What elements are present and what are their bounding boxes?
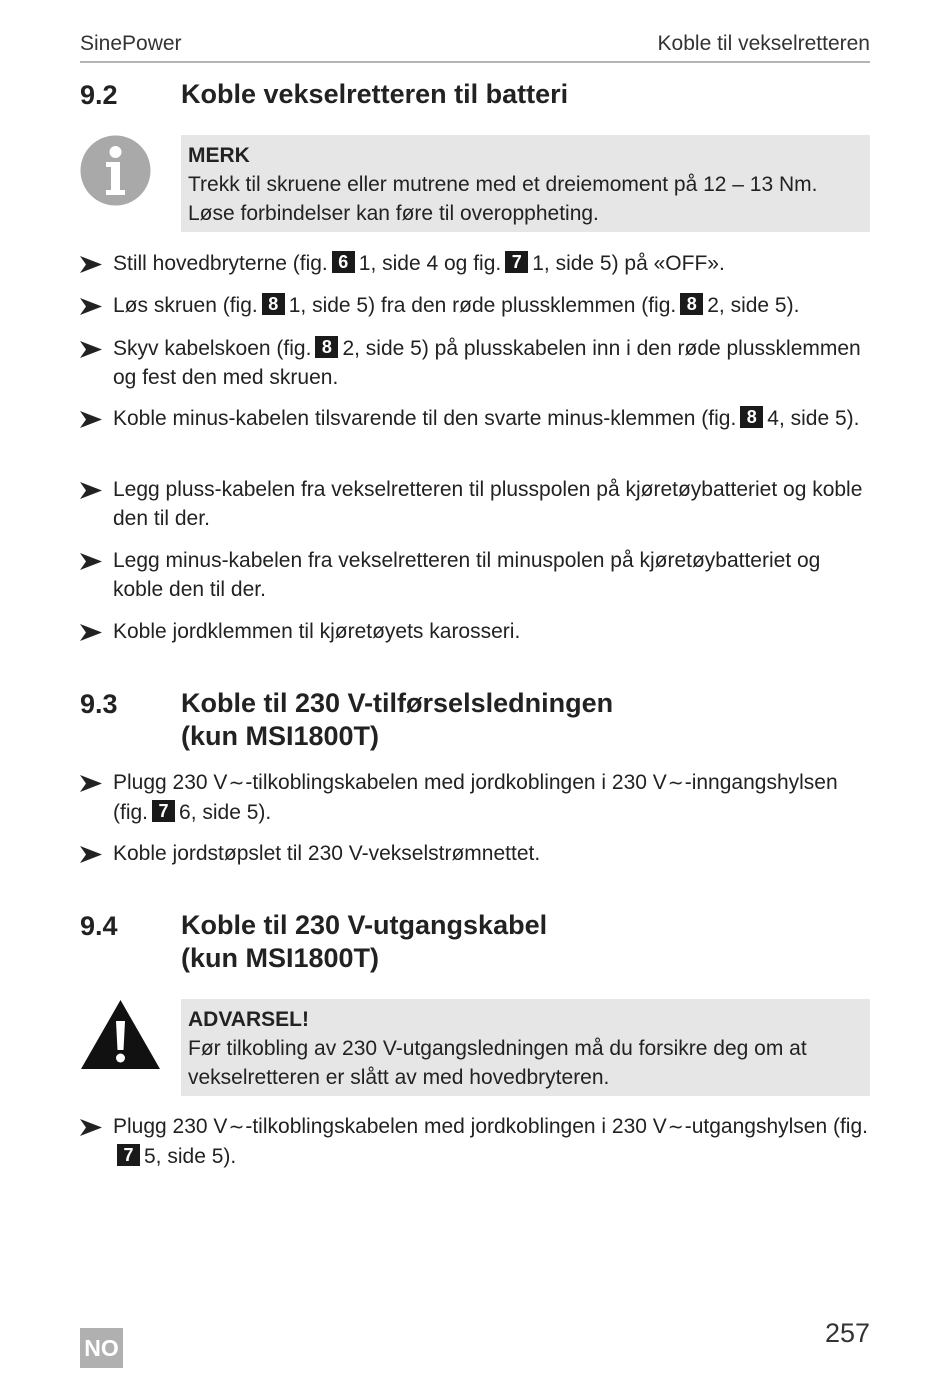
note-text: Trekk til skruene eller mutrene med et dreiemoment på 12 – 13 Nm. Løse forbindelser kan føre til overoppheting.: [188, 173, 818, 225]
ac-symbol-icon: ∼: [228, 773, 245, 794]
list-item: Koble jordstøpslet til 230 V-vekselstrømnettet.: [80, 840, 870, 869]
section-title-9-3: Koble til 230 V-tilførselsledningen (kun MSI1800T): [181, 688, 614, 751]
figure-reference: 7: [117, 1144, 140, 1166]
list-item: Koble jordklemmen til kjøretøyets karosseri.: [80, 618, 870, 647]
ac-symbol-icon: ∼: [228, 1117, 245, 1138]
figure-reference: 7: [505, 251, 528, 273]
section-number-9-4: 9.4: [80, 911, 118, 941]
warning-triangle-icon: [80, 999, 161, 1070]
page-number: 257: [824, 1318, 870, 1348]
arrow-bullet-icon: [80, 405, 102, 428]
language-badge: NO: [80, 1328, 123, 1368]
arrow-bullet-icon: [80, 335, 102, 358]
arrow-bullet-icon: [80, 250, 102, 273]
info-icon: [80, 135, 151, 206]
section-number-9-3: 9.3: [80, 689, 118, 719]
section-title-9-2: Koble vekselretteren til batteri: [181, 79, 569, 109]
section-number-9-2: 9.2: [80, 80, 118, 110]
figure-reference: 8: [262, 293, 285, 315]
ac-symbol-icon: ∼: [667, 773, 684, 794]
header-product: SinePower: [80, 32, 182, 55]
list-item: Plugg 230 V∼-tilkoblingskabelen med jordkoblingen i 230 V∼-inngangshylsen (fig. 7 6, side 5).: [80, 769, 870, 827]
figure-reference: 8: [680, 293, 703, 315]
figure-reference: 8: [315, 336, 338, 358]
arrow-bullet-icon: [80, 618, 102, 641]
list-item: Still hovedbryterne (fig. 6 1, side 4 og fig. 7 1, side 5) på «OFF».: [80, 250, 870, 279]
ac-symbol-icon: ∼: [667, 1117, 684, 1138]
arrow-bullet-icon: [80, 476, 102, 499]
arrow-bullet-icon: [80, 547, 102, 570]
figure-reference: 8: [740, 406, 763, 428]
note-box: [181, 135, 870, 232]
arrow-bullet-icon: [80, 292, 102, 315]
list-item: Løs skruen (fig. 8 1, side 5) fra den røde plussklemmen (fig. 8 2, side 5).: [80, 292, 870, 321]
header-divider: [80, 61, 870, 63]
arrow-bullet-icon: [80, 840, 102, 863]
arrow-bullet-icon: [80, 769, 102, 792]
header-chapter: Koble til vekselretteren: [657, 32, 870, 55]
note-title: MERK: [188, 144, 250, 167]
list-item: Skyv kabelskoen (fig. 8 2, side 5) på plusskabelen inn i den røde plussklemmen og fest den med skruen.: [80, 335, 870, 392]
section-title-9-4: Koble til 230 V-utgangskabel (kun MSI1800T): [181, 910, 548, 973]
list-item: Legg minus-kabelen fra vekselretteren til minuspolen på kjøretøybatteriet og koble den til der.: [80, 547, 870, 604]
figure-reference: 6: [332, 251, 355, 273]
list-item: Plugg 230 V∼-tilkoblingskabelen med jordkoblingen i 230 V∼-utgangshylsen (fig.7 5, side 5).: [80, 1113, 870, 1171]
figure-reference: 7: [152, 800, 175, 822]
list-item: Legg pluss-kabelen fra vekselretteren til plusspolen på kjøretøybatteriet og koble den til der.: [80, 476, 870, 533]
list-item: Koble minus-kabelen tilsvarende til den svarte minus-klemmen (fig. 8 4, side 5).: [80, 405, 870, 434]
warning-box: [181, 999, 870, 1096]
warning-text: Før tilkobling av 230 V-utgangsledningen må du forsikre deg om at vekselretteren er slått av med hovedbryteren.: [188, 1037, 807, 1089]
warning-title: ADVARSEL!: [188, 1008, 309, 1031]
arrow-bullet-icon: [80, 1113, 102, 1136]
